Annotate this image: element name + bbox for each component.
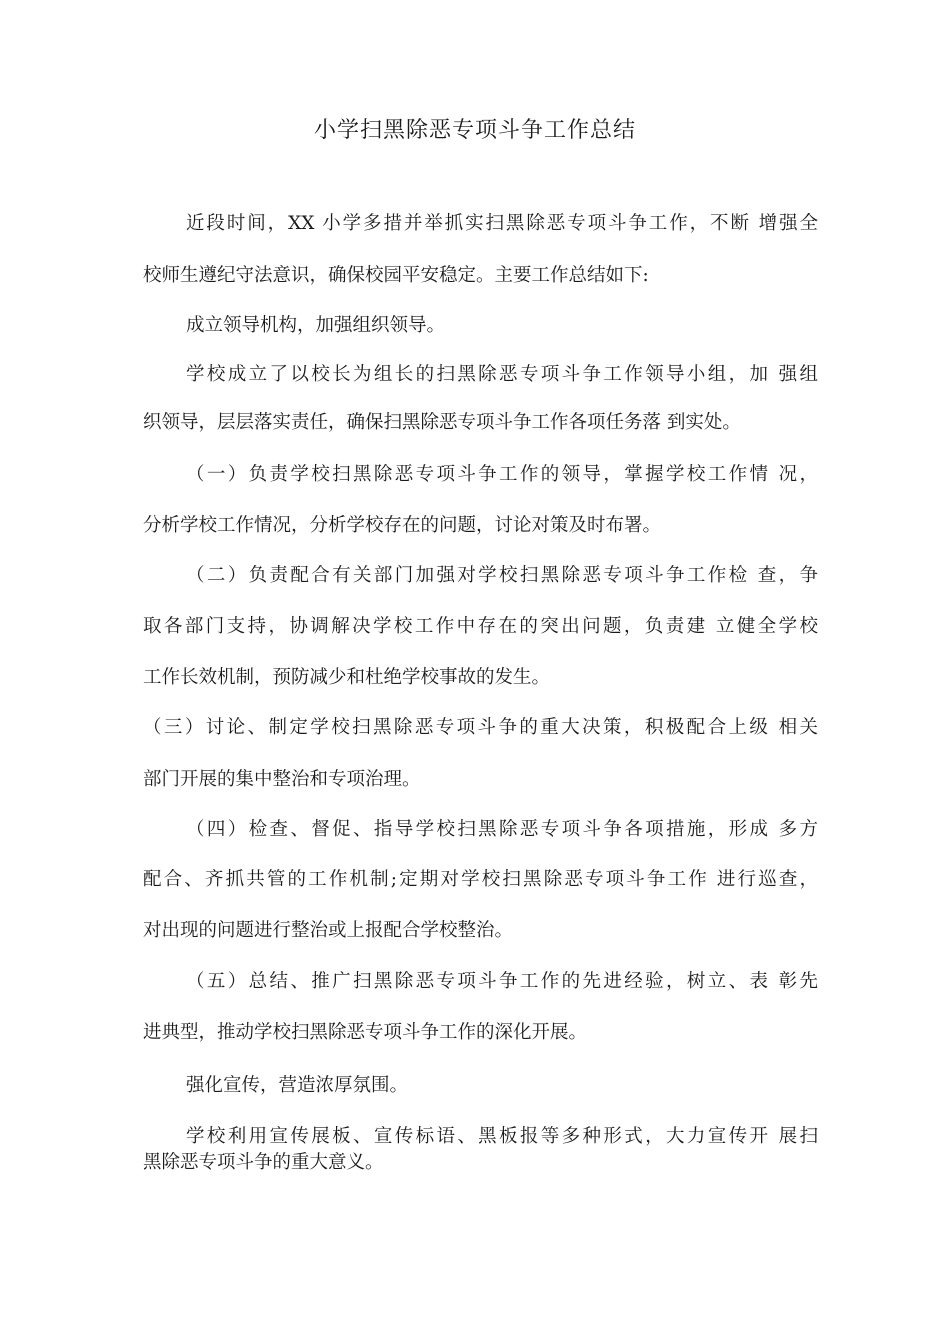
paragraph-line: （二）负责配合有关部门加强对学校扫黑除恶专项斗争工作检 查，争 (186, 565, 818, 586)
paragraph-line: （四）检查、督促、指导学校扫黑除恶专项斗争各项措施，形成 多方 (186, 819, 818, 840)
paragraph-line: 黑除恶专项斗争的重大意义。 (143, 1152, 384, 1173)
paragraph-line: 校师生遵纪守法意识，确保校园平安稳定。主要工作总结如下: (143, 265, 649, 286)
paragraph-line: 部门开展的集中整治和专项治理。 (143, 769, 421, 790)
paragraph-line: （一）负责学校扫黑除恶专项斗争工作的领导，掌握学校工作情 况， (186, 464, 818, 485)
paragraph-line: 分析学校工作情况，分析学校存在的问题，讨论对策及时布署。 (143, 515, 662, 536)
document-title: 小学扫黑除恶专项斗争工作总结 (313, 118, 636, 143)
paragraph-line: （三）讨论、制定学校扫黑除恶专项斗争的重大决策，积极配合上级 相关 (143, 717, 818, 738)
paragraph-line: 对出现的问题进行整治或上报配合学校整治。 (143, 920, 514, 941)
paragraph-line: 配合、齐抓共管的工作机制;定期对学校扫黑除恶专项斗争工作 进行巡查， (143, 869, 818, 890)
paragraph-line: 学校成立了以校长为组长的扫黑除恶专项斗争工作领导小组，加 强组 (186, 364, 818, 385)
paragraph-line: 进典型，推动学校扫黑除恶专项斗争工作的深化开展。 (143, 1022, 588, 1043)
paragraph-line: 工作长效机制，预防减少和杜绝学校事故的发生。 (143, 667, 551, 688)
paragraph-line: 织领导，层层落实责任，确保扫黑除恶专项斗争工作各项任务落 到实处。 (143, 412, 741, 433)
section-heading: 强化宣传，营造浓厚氛围。 (186, 1075, 409, 1096)
paragraph-line: 近段时间，XX 小学多措并举抓实扫黑除恶专项斗争工作，不断 增强全 (186, 213, 818, 234)
section-heading: 成立领导机构，加强组织领导。 (186, 315, 446, 336)
paragraph-line: 取各部门支持，协调解决学校工作中存在的突出问题，负责建 立健全学校 (143, 616, 818, 637)
paragraph-line: （五）总结、推广扫黑除恶专项斗争工作的先进经验，树立、表 彰先 (186, 971, 818, 992)
paragraph-line: 学校利用宣传展板、宣传标语、黑板报等多种形式，大力宣传开 展扫 (186, 1126, 818, 1147)
